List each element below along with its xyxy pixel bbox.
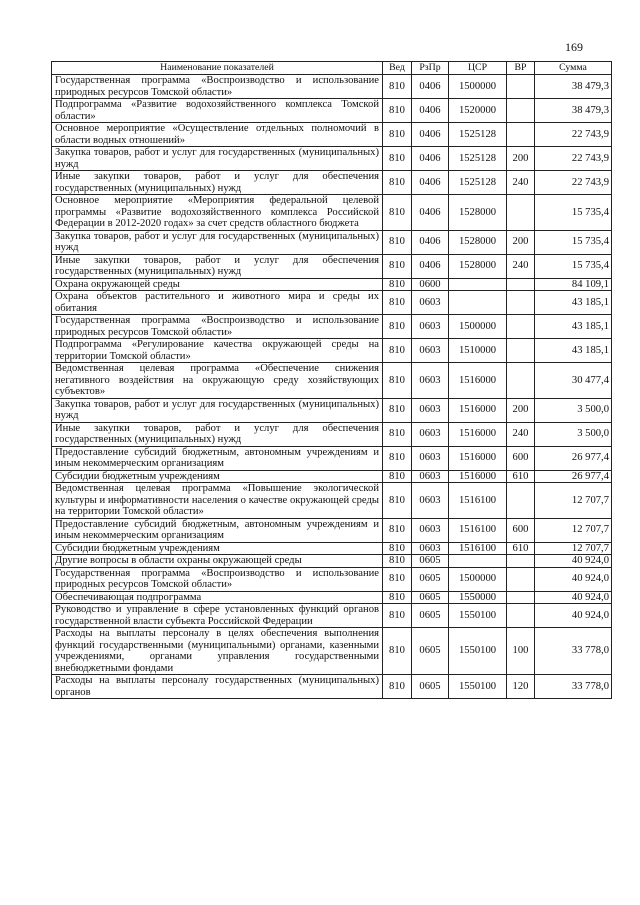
row-ved-cell: 810 <box>383 591 412 604</box>
row-rzpr-cell: 0406 <box>412 254 449 278</box>
row-vr-cell <box>507 278 535 291</box>
row-name-cell: Охрана объектов растительного и животного мира и среды их обитания <box>52 291 383 315</box>
row-name-cell: Субсидии бюджетным учреждениям <box>52 542 383 555</box>
row-sum-cell: 43 185,1 <box>535 291 612 315</box>
table-row <box>52 542 612 555</box>
row-rzpr-cell: 0603 <box>412 291 449 315</box>
row-sum-cell: 3 500,0 <box>535 398 612 422</box>
table-body <box>52 75 612 699</box>
table-row <box>52 555 612 568</box>
row-rzpr-cell: 0603 <box>412 446 449 470</box>
row-name-cell: Подпрограмма «Регулирование качества окружающей среды на территории Томской области» <box>52 339 383 363</box>
row-rzpr-cell: 0600 <box>412 278 449 291</box>
row-rzpr-cell: 0603 <box>412 518 449 542</box>
row-sum-cell: 30 477,4 <box>535 363 612 399</box>
table-row <box>52 291 612 315</box>
row-csr-cell <box>449 555 507 568</box>
row-csr-cell: 1528000 <box>449 254 507 278</box>
row-csr-cell: 1500000 <box>449 315 507 339</box>
row-name-cell: Закупка товаров, работ и услуг для государственных (муниципальных) нужд <box>52 147 383 171</box>
row-rzpr-cell: 0406 <box>412 171 449 195</box>
table-row <box>52 147 612 171</box>
row-vr-cell <box>507 123 535 147</box>
row-vr-cell: 100 <box>507 628 535 675</box>
row-rzpr-cell: 0605 <box>412 675 449 699</box>
row-ved-cell: 810 <box>383 147 412 171</box>
row-vr-cell <box>507 567 535 591</box>
row-vr-cell: 200 <box>507 398 535 422</box>
row-ved-cell: 810 <box>383 446 412 470</box>
row-rzpr-cell: 0406 <box>412 75 449 99</box>
page-number: 169 <box>565 40 583 54</box>
row-rzpr-cell: 0406 <box>412 195 449 231</box>
row-ved-cell: 810 <box>383 398 412 422</box>
row-sum-cell: 12 707,7 <box>535 542 612 555</box>
row-sum-cell: 43 185,1 <box>535 315 612 339</box>
row-name-cell: Государственная программа «Воспроизводство и использование природных ресурсов Томской области» <box>52 315 383 339</box>
row-vr-cell <box>507 99 535 123</box>
row-rzpr-cell: 0605 <box>412 567 449 591</box>
budget-table <box>51 61 612 699</box>
row-vr-cell: 240 <box>507 254 535 278</box>
row-sum-cell: 3 500,0 <box>535 422 612 446</box>
table-row <box>52 446 612 470</box>
row-rzpr-cell: 0603 <box>412 339 449 363</box>
row-sum-cell: 15 735,4 <box>535 195 612 231</box>
row-rzpr-cell: 0406 <box>412 123 449 147</box>
row-name-cell: Закупка товаров, работ и услуг для государственных (муниципальных) нужд <box>52 230 383 254</box>
row-ved-cell: 810 <box>383 278 412 291</box>
row-ved-cell: 810 <box>383 339 412 363</box>
table-row <box>52 195 612 231</box>
row-name-cell: Субсидии бюджетным учреждениям <box>52 470 383 483</box>
row-ved-cell: 810 <box>383 628 412 675</box>
row-ved-cell: 810 <box>383 254 412 278</box>
row-rzpr-cell: 0605 <box>412 604 449 628</box>
row-name-cell: Ведомственная целевая программа «Повышение экологической культуры и информативности населения о качестве окружающей среды на территории Томской области» <box>52 483 383 519</box>
table-row <box>52 75 612 99</box>
row-csr-cell: 1516000 <box>449 363 507 399</box>
row-vr-cell <box>507 483 535 519</box>
row-ved-cell: 810 <box>383 518 412 542</box>
row-sum-cell: 26 977,4 <box>535 446 612 470</box>
row-csr-cell: 1525128 <box>449 123 507 147</box>
table-row <box>52 422 612 446</box>
row-csr-cell <box>449 291 507 315</box>
row-ved-cell: 810 <box>383 483 412 519</box>
row-csr-cell: 1550000 <box>449 591 507 604</box>
row-vr-cell <box>507 604 535 628</box>
row-ved-cell: 810 <box>383 75 412 99</box>
table-row <box>52 567 612 591</box>
row-ved-cell: 810 <box>383 604 412 628</box>
table-header-row <box>52 62 612 75</box>
row-csr-cell: 1500000 <box>449 567 507 591</box>
row-rzpr-cell: 0406 <box>412 147 449 171</box>
row-ved-cell: 810 <box>383 99 412 123</box>
row-name-cell: Обеспечивающая подпрограмма <box>52 591 383 604</box>
table-row <box>52 398 612 422</box>
row-vr-cell: 240 <box>507 171 535 195</box>
row-rzpr-cell: 0603 <box>412 470 449 483</box>
row-sum-cell: 22 743,9 <box>535 147 612 171</box>
row-sum-cell: 33 778,0 <box>535 675 612 699</box>
row-name-cell: Охрана окружающей среды <box>52 278 383 291</box>
table-row <box>52 315 612 339</box>
row-name-cell: Расходы на выплаты персоналу в целях обеспечения выполнения функций государственными (муниципальными) органами, казенными учреждениями, органами управления государственными внебюджетными фондами <box>52 628 383 675</box>
row-rzpr-cell: 0605 <box>412 555 449 568</box>
row-ved-cell: 810 <box>383 123 412 147</box>
row-csr-cell: 1516000 <box>449 446 507 470</box>
row-ved-cell: 810 <box>383 675 412 699</box>
header-csr: ЦСР <box>449 62 507 75</box>
row-vr-cell <box>507 555 535 568</box>
row-csr-cell: 1550100 <box>449 604 507 628</box>
row-name-cell: Иные закупки товаров, работ и услуг для обеспечения государственных (муниципальных) нужд <box>52 422 383 446</box>
row-sum-cell: 40 924,0 <box>535 567 612 591</box>
row-rzpr-cell: 0603 <box>412 542 449 555</box>
row-vr-cell <box>507 315 535 339</box>
row-name-cell: Государственная программа «Воспроизводство и использование природных ресурсов Томской области» <box>52 567 383 591</box>
row-ved-cell: 810 <box>383 171 412 195</box>
row-ved-cell: 810 <box>383 555 412 568</box>
row-csr-cell: 1516100 <box>449 542 507 555</box>
table-row <box>52 591 612 604</box>
row-vr-cell <box>507 363 535 399</box>
row-ved-cell: 810 <box>383 567 412 591</box>
row-rzpr-cell: 0603 <box>412 398 449 422</box>
row-sum-cell: 12 707,7 <box>535 518 612 542</box>
row-sum-cell: 43 185,1 <box>535 339 612 363</box>
row-csr-cell: 1550100 <box>449 628 507 675</box>
row-rzpr-cell: 0603 <box>412 363 449 399</box>
table-row <box>52 123 612 147</box>
row-rzpr-cell: 0603 <box>412 483 449 519</box>
row-csr-cell <box>449 278 507 291</box>
row-vr-cell: 200 <box>507 147 535 171</box>
row-vr-cell <box>507 195 535 231</box>
row-csr-cell: 1525128 <box>449 171 507 195</box>
header-name: Наименование показателей <box>52 62 383 75</box>
row-name-cell: Основное мероприятие «Осуществление отдельных полномочий в области водных отношений» <box>52 123 383 147</box>
row-csr-cell: 1510000 <box>449 339 507 363</box>
row-name-cell: Основное мероприятие «Мероприятия федеральной целевой программы «Развитие водохозяйственного комплекса Российской Федерации в 2012-2020 годах» за счет средств областного бюджета <box>52 195 383 231</box>
table-row <box>52 278 612 291</box>
row-name-cell: Ведомственная целевая программа «Обеспечение снижения негативного воздействия на окружающую среду хозяйствующих субъектов» <box>52 363 383 399</box>
row-name-cell: Предоставление субсидий бюджетным, автономным учреждениям и иным некоммерческим организациям <box>52 446 383 470</box>
row-sum-cell: 40 924,0 <box>535 555 612 568</box>
row-sum-cell: 12 707,7 <box>535 483 612 519</box>
row-vr-cell: 120 <box>507 675 535 699</box>
row-name-cell: Предоставление субсидий бюджетным, автономным учреждениям и иным некоммерческим организациям <box>52 518 383 542</box>
row-name-cell: Иные закупки товаров, работ и услуг для обеспечения государственных (муниципальных) нужд <box>52 254 383 278</box>
row-ved-cell: 810 <box>383 195 412 231</box>
header-sum: Сумма <box>535 62 612 75</box>
row-vr-cell: 600 <box>507 518 535 542</box>
row-ved-cell: 810 <box>383 315 412 339</box>
row-sum-cell: 84 109,1 <box>535 278 612 291</box>
row-vr-cell <box>507 339 535 363</box>
row-vr-cell: 610 <box>507 542 535 555</box>
row-ved-cell: 810 <box>383 363 412 399</box>
table-row <box>52 171 612 195</box>
row-vr-cell <box>507 291 535 315</box>
row-vr-cell: 240 <box>507 422 535 446</box>
row-ved-cell: 810 <box>383 291 412 315</box>
row-sum-cell: 26 977,4 <box>535 470 612 483</box>
row-sum-cell: 40 924,0 <box>535 591 612 604</box>
row-vr-cell: 610 <box>507 470 535 483</box>
row-rzpr-cell: 0605 <box>412 628 449 675</box>
table-row <box>52 628 612 675</box>
row-rzpr-cell: 0603 <box>412 315 449 339</box>
row-sum-cell: 33 778,0 <box>535 628 612 675</box>
row-ved-cell: 810 <box>383 470 412 483</box>
row-csr-cell: 1516100 <box>449 483 507 519</box>
row-name-cell: Государственная программа «Воспроизводство и использование природных ресурсов Томской области» <box>52 75 383 99</box>
row-name-cell: Подпрограмма «Развитие водохозяйственного комплекса Томской области» <box>52 99 383 123</box>
row-vr-cell <box>507 591 535 604</box>
row-name-cell: Закупка товаров, работ и услуг для государственных (муниципальных) нужд <box>52 398 383 422</box>
row-sum-cell: 22 743,9 <box>535 171 612 195</box>
row-csr-cell: 1516000 <box>449 470 507 483</box>
table-row <box>52 230 612 254</box>
table-row <box>52 99 612 123</box>
row-csr-cell: 1500000 <box>449 75 507 99</box>
row-ved-cell: 810 <box>383 422 412 446</box>
row-rzpr-cell: 0603 <box>412 422 449 446</box>
row-sum-cell: 15 735,4 <box>535 230 612 254</box>
row-rzpr-cell: 0605 <box>412 591 449 604</box>
table-row <box>52 363 612 399</box>
header-rzpr: РзПр <box>412 62 449 75</box>
row-vr-cell <box>507 75 535 99</box>
row-ved-cell: 810 <box>383 542 412 555</box>
row-csr-cell: 1516000 <box>449 398 507 422</box>
table-row <box>52 483 612 519</box>
row-rzpr-cell: 0406 <box>412 99 449 123</box>
row-csr-cell: 1520000 <box>449 99 507 123</box>
row-sum-cell: 15 735,4 <box>535 254 612 278</box>
row-sum-cell: 22 743,9 <box>535 123 612 147</box>
row-csr-cell: 1528000 <box>449 230 507 254</box>
row-csr-cell: 1516100 <box>449 518 507 542</box>
row-sum-cell: 38 479,3 <box>535 99 612 123</box>
row-sum-cell: 40 924,0 <box>535 604 612 628</box>
row-vr-cell: 600 <box>507 446 535 470</box>
row-name-cell: Иные закупки товаров, работ и услуг для обеспечения государственных (муниципальных) нужд <box>52 171 383 195</box>
row-ved-cell: 810 <box>383 230 412 254</box>
table-row <box>52 339 612 363</box>
table-row <box>52 675 612 699</box>
table-row <box>52 470 612 483</box>
table-row <box>52 518 612 542</box>
header-ved: Вед <box>383 62 412 75</box>
row-vr-cell: 200 <box>507 230 535 254</box>
row-name-cell: Другие вопросы в области охраны окружающей среды <box>52 555 383 568</box>
row-sum-cell: 38 479,3 <box>535 75 612 99</box>
row-csr-cell: 1525128 <box>449 147 507 171</box>
row-name-cell: Руководство и управление в сфере установленных функций органов государственной власти субъекта Российской Федерации <box>52 604 383 628</box>
table-row <box>52 254 612 278</box>
table-row <box>52 604 612 628</box>
row-csr-cell: 1516000 <box>449 422 507 446</box>
row-csr-cell: 1528000 <box>449 195 507 231</box>
row-csr-cell: 1550100 <box>449 675 507 699</box>
header-vr: ВР <box>507 62 535 75</box>
row-name-cell: Расходы на выплаты персоналу государственных (муниципальных) органов <box>52 675 383 699</box>
row-rzpr-cell: 0406 <box>412 230 449 254</box>
